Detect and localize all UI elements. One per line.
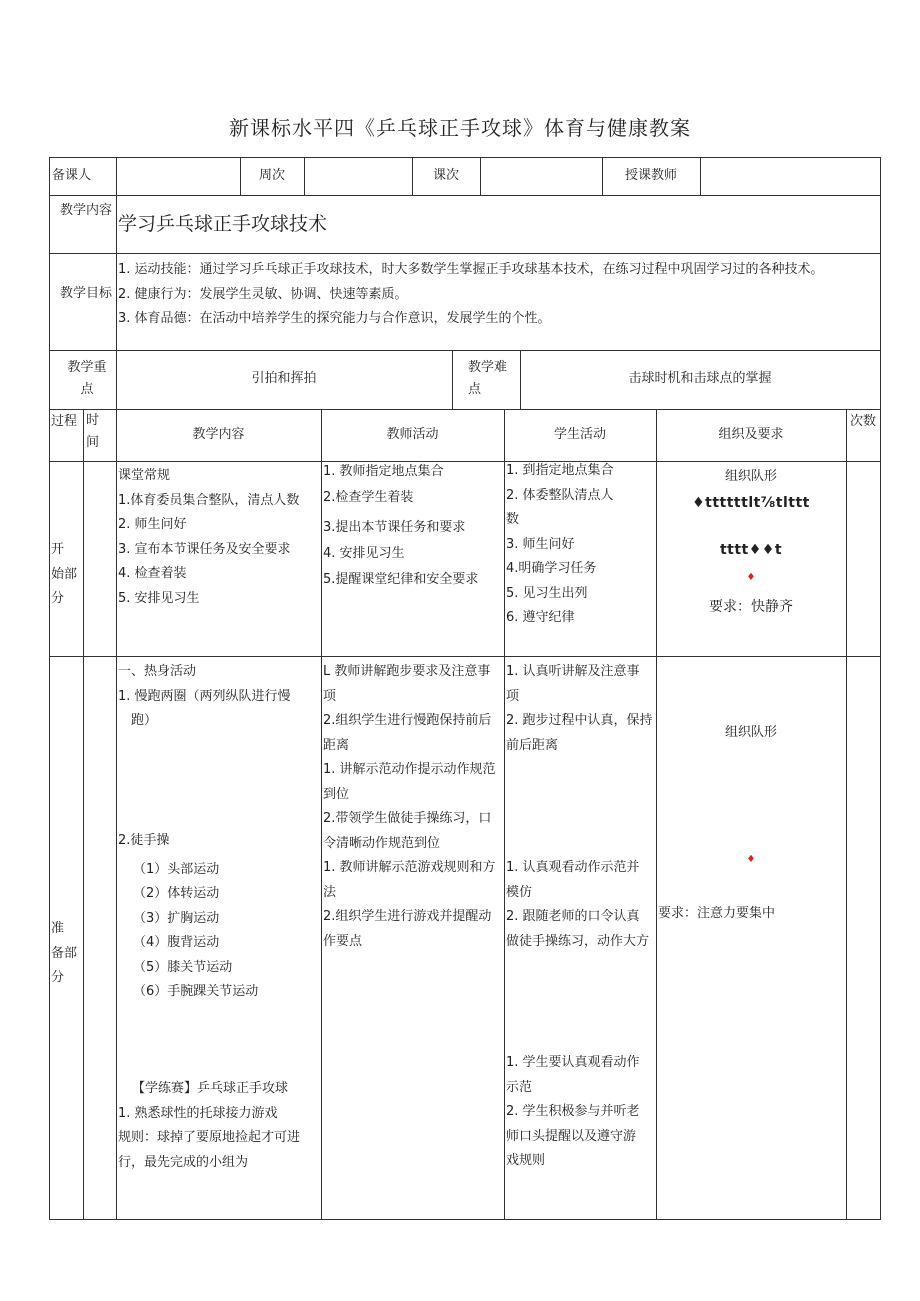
document-title: 新课标水平四《乒乓球正手攻球》体育与健康教案 bbox=[229, 116, 691, 140]
row-line bbox=[49, 157, 881, 158]
start-teacher-line: 4. 安排见习生 bbox=[323, 546, 405, 561]
prep-content-line: 【学练赛】乒乓球正手攻球 bbox=[132, 1081, 289, 1096]
start-teacher-line: 1. 教师指定地点集合 bbox=[323, 464, 444, 479]
start-teacher-line: 3.提出本节课任务和要求 bbox=[323, 520, 466, 535]
col-count: 次数 bbox=[850, 414, 877, 429]
prep-student-line: 2. 跑步过程中认真，保持 bbox=[506, 713, 653, 728]
start-teacher-line: 5.提醒课堂纪律和安全要求 bbox=[323, 572, 479, 587]
prep-teacher-line: 2.带领学生做徒手操练习，口 bbox=[323, 811, 492, 826]
prep-student-line: 师口头提醒以及遵守游 bbox=[506, 1128, 637, 1144]
prep-content-line: 跑） bbox=[118, 713, 158, 728]
col-line bbox=[321, 409, 322, 1220]
col-line bbox=[452, 350, 453, 409]
week-label: 周次 bbox=[258, 168, 285, 183]
start-student-line: 数 bbox=[506, 512, 520, 527]
prep-content-line: 一、热身活动 bbox=[118, 664, 197, 679]
start-teacher-line: 2.检查学生着装 bbox=[323, 490, 414, 505]
col-line bbox=[880, 157, 881, 1220]
col-line bbox=[846, 409, 847, 1220]
prep-student-line: 1. 认真听讲解及注意事 bbox=[506, 664, 640, 679]
prep-student-line: 前后距离 bbox=[506, 737, 559, 753]
start-student-line: 4.明确学习任务 bbox=[506, 561, 597, 576]
prep-student-line: 1. 学生要认真观看动作 bbox=[506, 1055, 640, 1070]
prep-teacher-line: 1. 教师讲解示范游戏规则和方 bbox=[323, 860, 496, 875]
start-section-label: 开 始部分 bbox=[51, 542, 78, 606]
prep-student-line: 模仿 bbox=[506, 884, 533, 900]
prep-teacher-line: 1. 讲解示范动作提示动作规范 bbox=[323, 762, 496, 777]
prep-teacher-line: L 教师讲解跑步要求及注意事 bbox=[323, 664, 491, 679]
start-content-line: 1.体育委员集合整队，清点人数 bbox=[118, 492, 300, 508]
start-org-title: 组织队形 bbox=[724, 469, 777, 484]
prep-teacher-line: 到位 bbox=[323, 786, 350, 802]
col-line bbox=[504, 409, 505, 1220]
row-line bbox=[49, 350, 881, 351]
start-student-line: 3. 师生问好 bbox=[506, 536, 575, 552]
key-label: 教学重点 bbox=[67, 360, 107, 397]
prep-content-line: （6）手腕踝关节运动 bbox=[133, 984, 259, 999]
prep-student-line: 做徒手操练习，动作大方 bbox=[506, 933, 650, 949]
key-value: 引拍和挥拍 bbox=[251, 371, 317, 386]
start-student-line: 5. 见习生出列 bbox=[506, 585, 588, 601]
start-formation-row1: ♦ttttttlt⅞tlttt bbox=[692, 495, 810, 511]
prep-content-line: （2）体转运动 bbox=[133, 886, 220, 901]
prep-content-line: （3）扩胸运动 bbox=[133, 910, 220, 926]
prep-teacher bbox=[323, 660, 496, 954]
prep-content-line: 2.徒手操 bbox=[118, 833, 170, 848]
start-formation-row2: tttt♦♦t bbox=[719, 542, 783, 558]
teacher-label: 授课教师 bbox=[624, 168, 677, 183]
goals-list bbox=[118, 258, 824, 332]
preparer-label: 备课人 bbox=[52, 168, 92, 183]
row-line bbox=[49, 1219, 881, 1220]
goal-item: 3. 体育品德：在活动中培养学生的探究能力与合作意识，发展学生的个性。 bbox=[118, 311, 551, 326]
col-line bbox=[116, 157, 117, 195]
prep-student-line: 2. 学生积极参与并听老 bbox=[506, 1104, 640, 1119]
row-line bbox=[49, 409, 881, 410]
start-content-line: 4. 检查着装 bbox=[118, 566, 187, 581]
row-line bbox=[49, 253, 881, 254]
start-student-line: 6. 遵守纪律 bbox=[506, 610, 575, 625]
col-line bbox=[480, 157, 481, 195]
col-line bbox=[116, 195, 117, 350]
prep-content-line: 1. 慢跑两圈（两列纵队进行慢 bbox=[118, 688, 291, 704]
goals-label: 教学目标 bbox=[60, 286, 113, 301]
prep-section-label: 准 备部分 bbox=[51, 921, 78, 985]
col-line bbox=[83, 409, 84, 1220]
col-content: 教学内容 bbox=[192, 427, 245, 442]
start-student bbox=[506, 459, 614, 631]
col-line bbox=[700, 157, 701, 195]
col-line bbox=[49, 157, 50, 1220]
goal-item: 2. 健康行为：发展学生灵敏、协调、快速等素质。 bbox=[118, 286, 408, 302]
col-process: 过程 bbox=[51, 414, 78, 429]
difficulty-value: 击球时机和击球点的掌握 bbox=[628, 371, 772, 386]
prep-content-line: （4）腹背运动 bbox=[133, 935, 220, 950]
prep-teacher-line: 项 bbox=[323, 688, 337, 704]
start-content-line: 课堂常规 bbox=[118, 468, 171, 483]
prep-student-line: 1. 认真观看动作示范并 bbox=[506, 860, 640, 875]
row-line bbox=[49, 656, 881, 657]
prep-content-warmup bbox=[118, 660, 291, 734]
start-teacher bbox=[323, 459, 478, 593]
prep-content-line: 1. 熟悉球性的托球接力游戏 bbox=[118, 1105, 278, 1121]
prep-student-line: 2. 跟随老师的口令认真 bbox=[506, 909, 640, 924]
prep-content-exercise bbox=[118, 829, 258, 1005]
teacher-position-icon: ♦ bbox=[746, 572, 756, 583]
lesson-label: 课次 bbox=[432, 168, 459, 183]
col-org: 组织及要求 bbox=[718, 427, 784, 442]
prep-student-line: 示范 bbox=[506, 1079, 533, 1095]
prep-teacher-line: 作要点 bbox=[323, 933, 363, 949]
col-teacher: 教师活动 bbox=[386, 427, 439, 442]
start-content-line: 5. 安排见习生 bbox=[118, 590, 200, 606]
prep-content-line: （1）头部运动 bbox=[133, 861, 220, 877]
prep-student-line: 项 bbox=[506, 688, 520, 704]
start-content-line: 3. 宣布本节课任务及安全要求 bbox=[118, 541, 291, 557]
content-value: 学习乒乓球正手攻球技术 bbox=[118, 213, 328, 235]
start-content-line: 2. 师生问好 bbox=[118, 517, 187, 532]
row-line bbox=[49, 195, 881, 196]
prep-teacher-line: 2.组织学生进行游戏并提醒动 bbox=[323, 909, 492, 924]
goal-item: 1. 运动技能：通过学习乒乓球正手攻球技术，时大多数学生掌握正手攻球基本技术，在练习过程中巩固学习过的各种技术。 bbox=[118, 262, 824, 277]
prep-teacher-line: 法 bbox=[323, 884, 337, 900]
prep-content-line: （5）膝关节运动 bbox=[133, 959, 233, 975]
teacher-position-icon: ♦ bbox=[746, 854, 756, 865]
start-student-line: 2. 体委整队清点人 bbox=[506, 487, 614, 503]
content-label: 教学内容 bbox=[60, 203, 113, 218]
start-requirement: 要求：快静齐 bbox=[709, 599, 793, 615]
prep-org-title: 组织队形 bbox=[724, 725, 777, 740]
prep-student-line: 戏规则 bbox=[506, 1153, 546, 1168]
col-student: 学生活动 bbox=[553, 427, 606, 442]
prep-teacher-line: 距离 bbox=[323, 737, 350, 753]
col-line bbox=[656, 409, 657, 1220]
prep-student-exercise bbox=[506, 856, 649, 954]
prep-content-line: 行，最先完成的小组为 bbox=[118, 1154, 249, 1170]
col-line bbox=[304, 157, 305, 195]
start-content bbox=[118, 464, 299, 611]
prep-requirement: 要求：注意力要集中 bbox=[658, 906, 776, 921]
prep-student-warmup bbox=[506, 660, 653, 758]
prep-teacher-line: 令清晰动作规范到位 bbox=[323, 835, 441, 851]
prep-student-game bbox=[506, 1051, 640, 1174]
start-student-line: 1. 到指定地点集合 bbox=[506, 463, 614, 478]
prep-teacher-line: 2.组织学生进行慢跑保持前后 bbox=[323, 713, 492, 728]
col-time: 时间 bbox=[86, 413, 100, 450]
difficulty-label: 教学难点 bbox=[468, 360, 508, 397]
prep-content-line: 规则：球掉了要原地捡起才可进 bbox=[118, 1130, 301, 1145]
prep-content-game bbox=[118, 1077, 300, 1175]
col-line bbox=[116, 409, 117, 1220]
